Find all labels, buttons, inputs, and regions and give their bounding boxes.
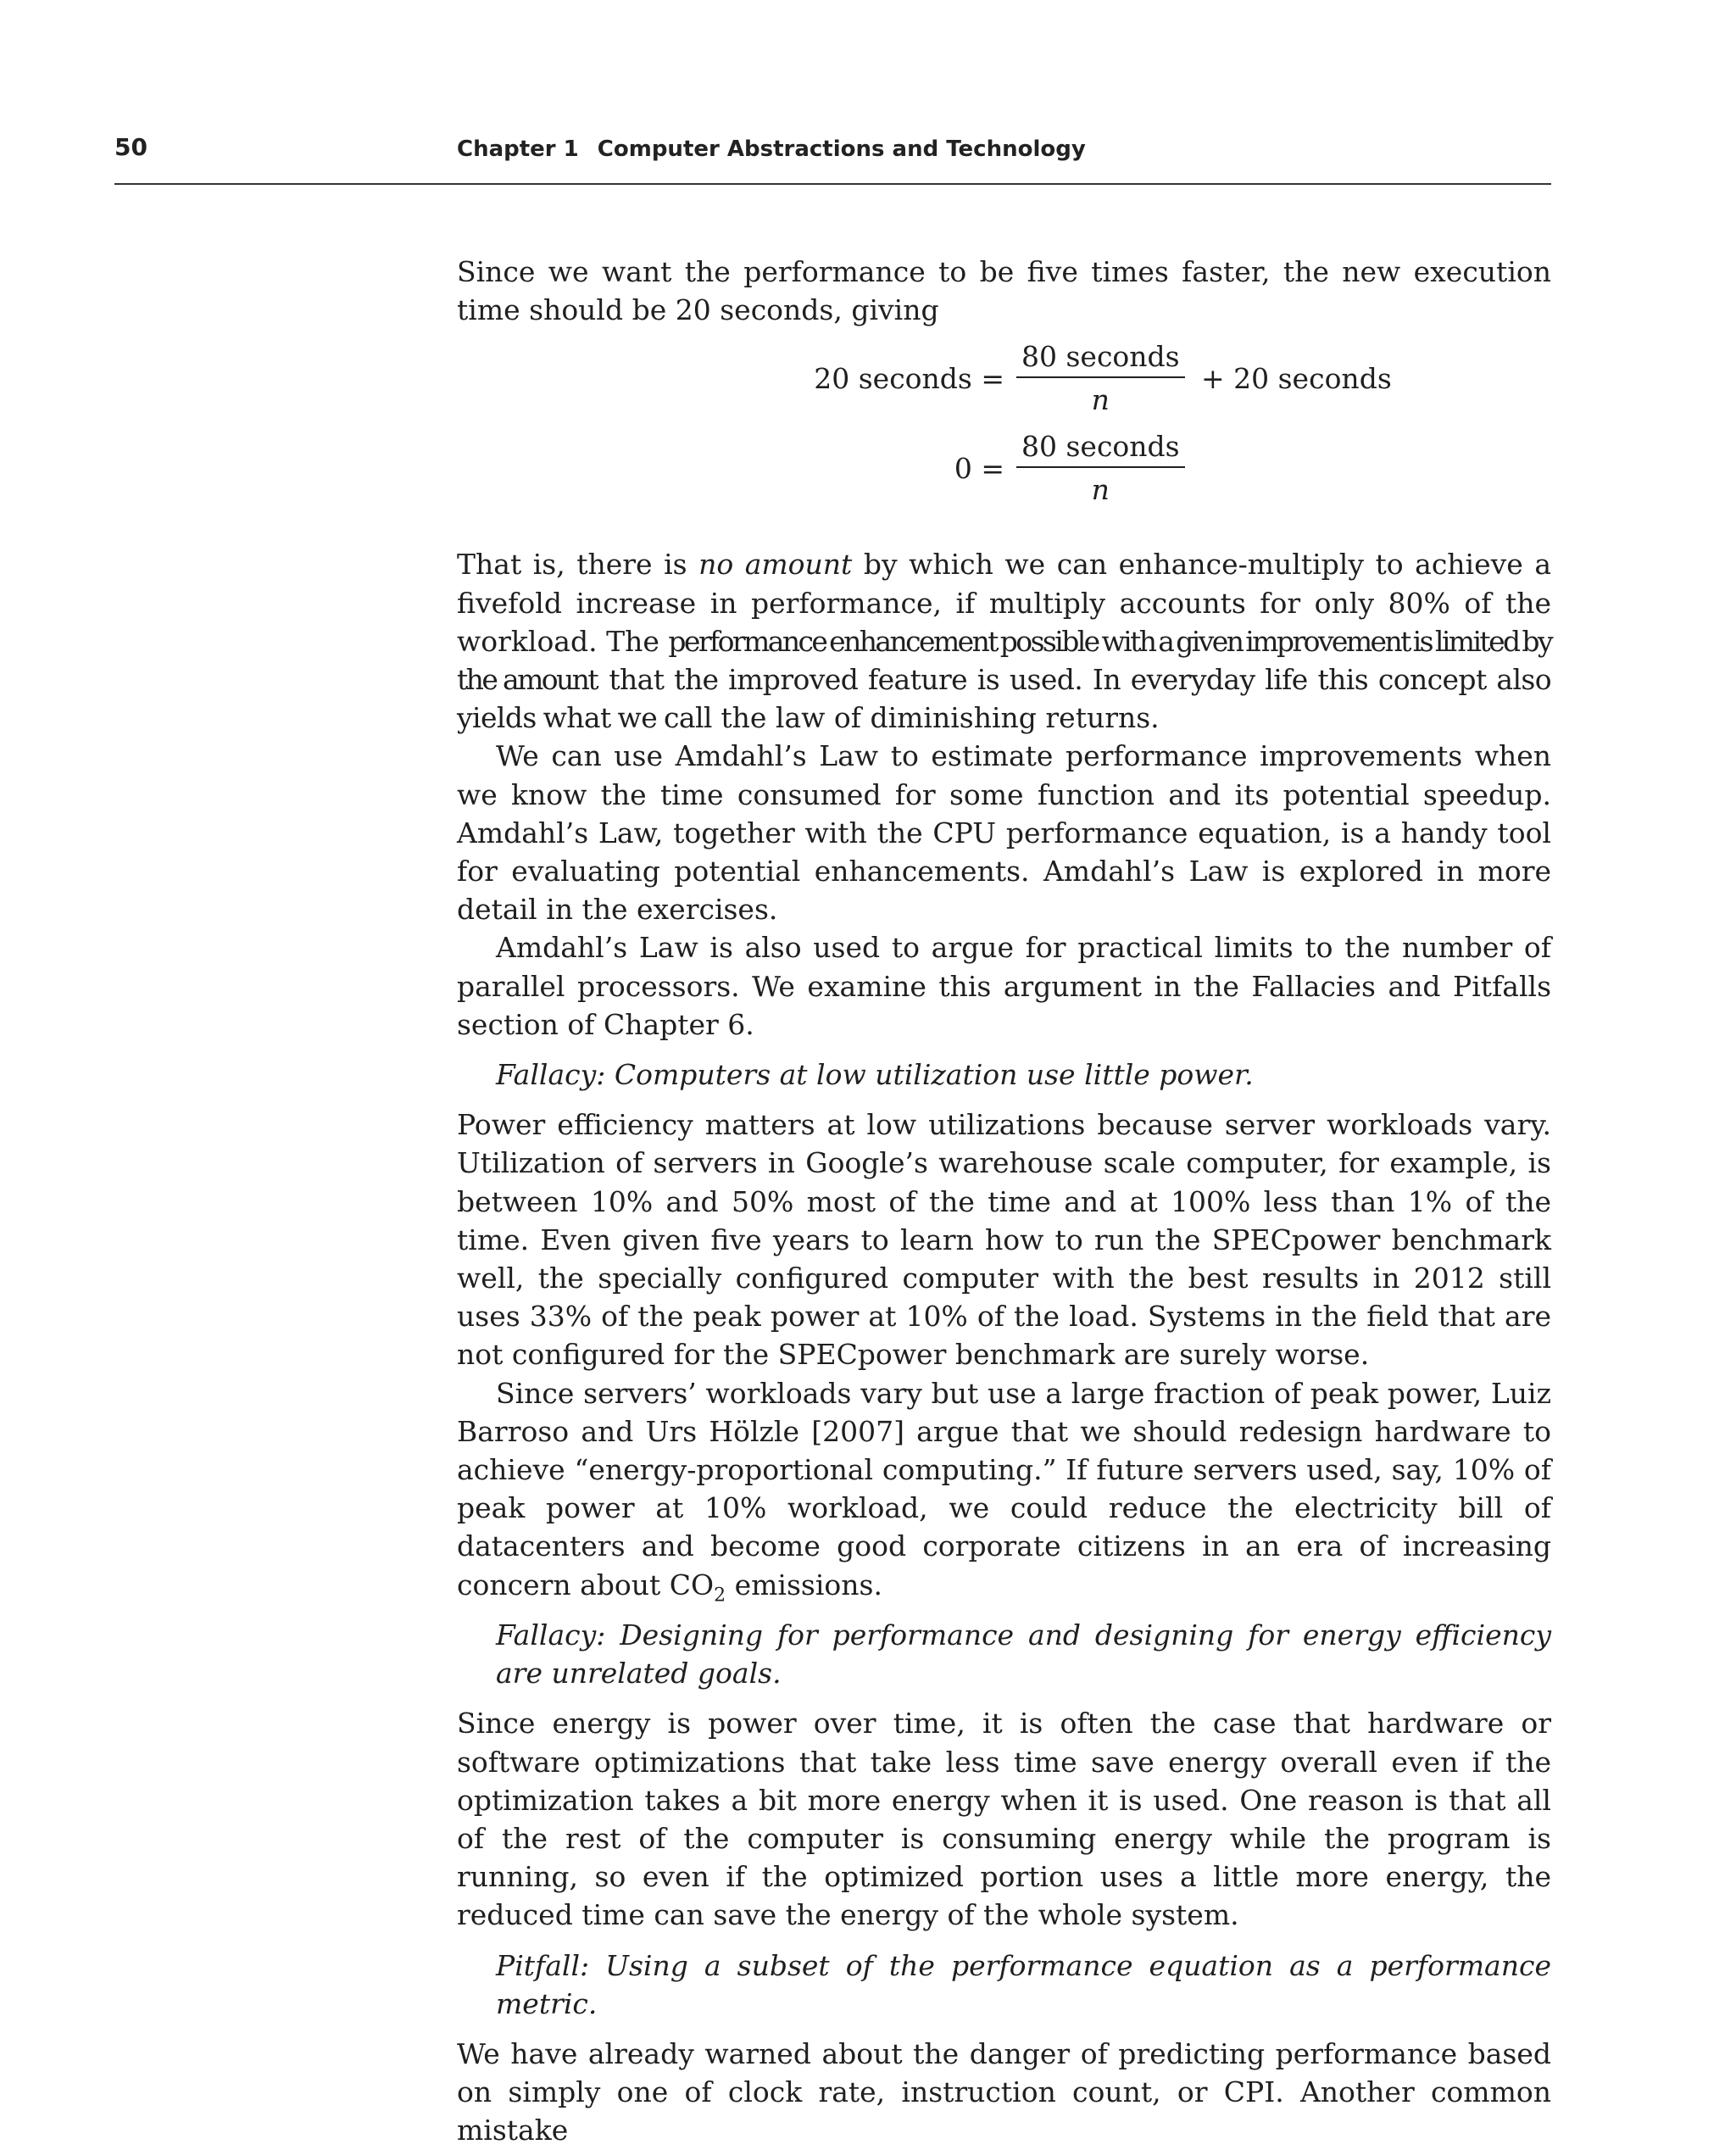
running-head — [457, 136, 1086, 162]
equation-2-fraction — [1016, 427, 1185, 512]
text-span: Since servers’ workloads vary but use a large fraction of peak power, Luiz Barroso and Urs Hölzle [2007] argue that we should redesign hardware to achieve “energy-proportional computing.” If future servers used, say, 10% of peak power at 10% workload, we could reduce the electricity bill of datacenters and become good corporate citizens in an era of increasing concern about CO — [457, 1376, 1551, 1601]
equation-1-lhs: 20 seconds = — [814, 362, 1004, 396]
equation-2 — [457, 427, 1551, 516]
text-span: emissions. — [726, 1568, 882, 1601]
equation-1-rhs: + 20 seconds — [1201, 362, 1392, 396]
chapter-title: Computer Abstractions and Technology — [597, 136, 1086, 162]
equation-2-numerator: 80 seconds — [1016, 427, 1185, 468]
paragraph-diminishing-returns — [457, 545, 1551, 737]
equation-2-denominator: n — [1091, 473, 1110, 507]
equation-1-fraction — [1016, 337, 1185, 422]
equation-1 — [457, 337, 1551, 426]
equations-block — [457, 337, 1551, 528]
pitfall-heading-performance-equation: Pitfall: Using a subset of the performance equation as a performance metric. — [496, 1948, 1551, 2020]
intro-paragraph: Since we want the performance to be five times faster, the new execution time should be 20 seconds, giving — [457, 255, 1551, 327]
paragraph-amdahl-estimate: We can use Amdahl’s Law to estimate performance improvements when we know the time consumed for some function and its potential speedup. Amdahl’s Law, together with the CPU performance equation, is a handy tool for evaluating potential enhancements. Amdahl’s Law is explored in more detail in the exercises. — [457, 739, 1551, 927]
text-span: the law of diminishing returns. — [711, 701, 1160, 735]
paragraph-amdahl-parallel: Amdahl’s Law is also used to argue for practical limits to the number of parallel processors. We examine this argument in the Fallacies and Pitfalls section of Chapter 6. — [457, 931, 1551, 1041]
subscript: 2 — [714, 1585, 726, 1607]
page-body — [457, 253, 1551, 2150]
equation-1-denominator: n — [1091, 383, 1110, 417]
text-span: That is, there is — [457, 548, 699, 582]
paragraph-energy-proportional — [457, 1374, 1551, 1607]
chapter-label: Chapter 1 — [457, 136, 579, 162]
text-span-condensed: that the improved feature is used. In everyday life this concept also yields what we call — [457, 663, 1551, 735]
paragraph-power-efficiency: Power efficiency matters at low utilizations because server workloads vary. Utilization of servers in Google’s warehouse scale computer, for example, is between 10% and 50% most of the time and at 100% less than 1% of the time. Even given five years to learn how to run the SPECpower benchmark well, the specially configured computer with the best results in 2012 still uses 33% of the peak power at 10% of the load. Systems in the field that are not configured for the SPECpower benchmark are surely worse. — [457, 1108, 1551, 1372]
fallacy-heading-energy-efficiency: Fallacy: Designing for performance and designing for energy efficiency are unrelated goals. — [496, 1618, 1551, 1690]
paragraph-predicting-performance: We have already warned about the danger of predicting performance based on simply one of clock rate, instruction count, or CPI. Another common mistake — [457, 2036, 1551, 2147]
paragraph-energy-over-time: Since energy is power over time, it is often the case that hardware or software optimizations that take less time save energy overall even if the optimization takes a bit more energy when it is used. One reason is that all of the rest of the computer is consuming energy while the program is running, so even if the optimized portion uses a little more energy, the reduced time can save the energy of the whole system. — [457, 1707, 1551, 1932]
equation-2-lhs: 0 = — [954, 452, 1004, 486]
emphasis-text: no amount — [698, 548, 853, 582]
text-span-condensed: performance enhancement possible with a given improvement is limited by the amount — [457, 624, 1551, 697]
running-header — [114, 129, 1551, 185]
text-span: by which we can enhance-multiply to achieve a fivefold increase in performance, if multiply accounts for only 80% of the workload. The — [457, 548, 1552, 658]
fallacy-heading-low-utilization: Fallacy: Computers at low utilization use little power. — [496, 1058, 1254, 1092]
page-number: 50 — [114, 133, 147, 161]
equation-1-numerator: 80 seconds — [1016, 337, 1185, 378]
